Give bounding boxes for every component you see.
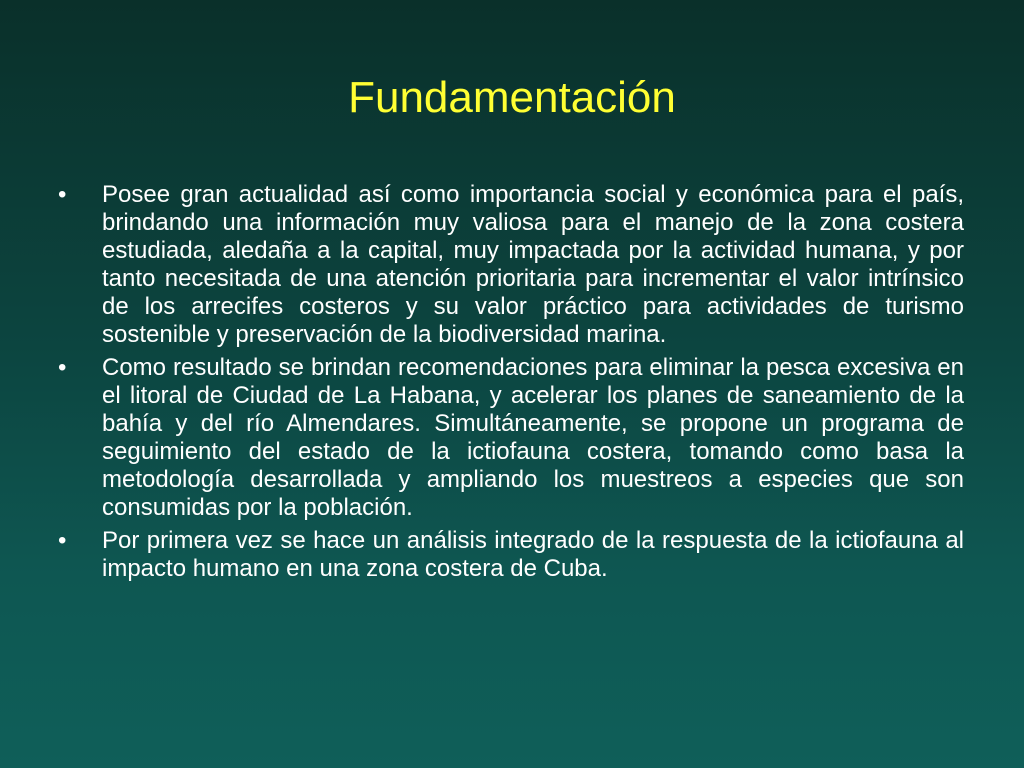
bullet-text: Por primera vez se hace un análisis integrado de la respuesta de la ictiofauna al impacto humano en una zona costera de Cuba. [102,527,964,582]
bullet-list [56,181,964,588]
bullet-text: Posee gran actualidad así como importancia social y económica para el país, brindando una información muy valiosa para el manejo de la zona costera estudiada, aledaña a la capital, muy impactada por la actividad humana, y por tanto necesitada de una atención prioritaria para incrementar el valor intrínsico de los arrecifes costeros y su valor práctico para actividades de turismo sostenible y preservación de la biodiversidad marina. [102,181,964,348]
slide-title: Fundamentación [348,73,676,122]
bullet-item [56,354,964,522]
bullet-item [56,527,964,583]
bullet-marker-icon: • [58,181,67,208]
bullet-text: Como resultado se brindan recomendaciones para eliminar la pesca excesiva en el litoral de Ciudad de La Habana, y acelerar los planes de saneamiento de la bahía y del río Almendares. Simultáneamente, se propone un programa de seguimiento del estado de la ictiofauna costera, tomando como basa la metodología desarrollada y ampliando los muestreos a especies que son consumidas por la población. [102,354,964,521]
bullet-item [56,181,964,349]
bullet-marker-icon: • [58,354,67,381]
bullet-marker-icon: • [58,527,67,554]
